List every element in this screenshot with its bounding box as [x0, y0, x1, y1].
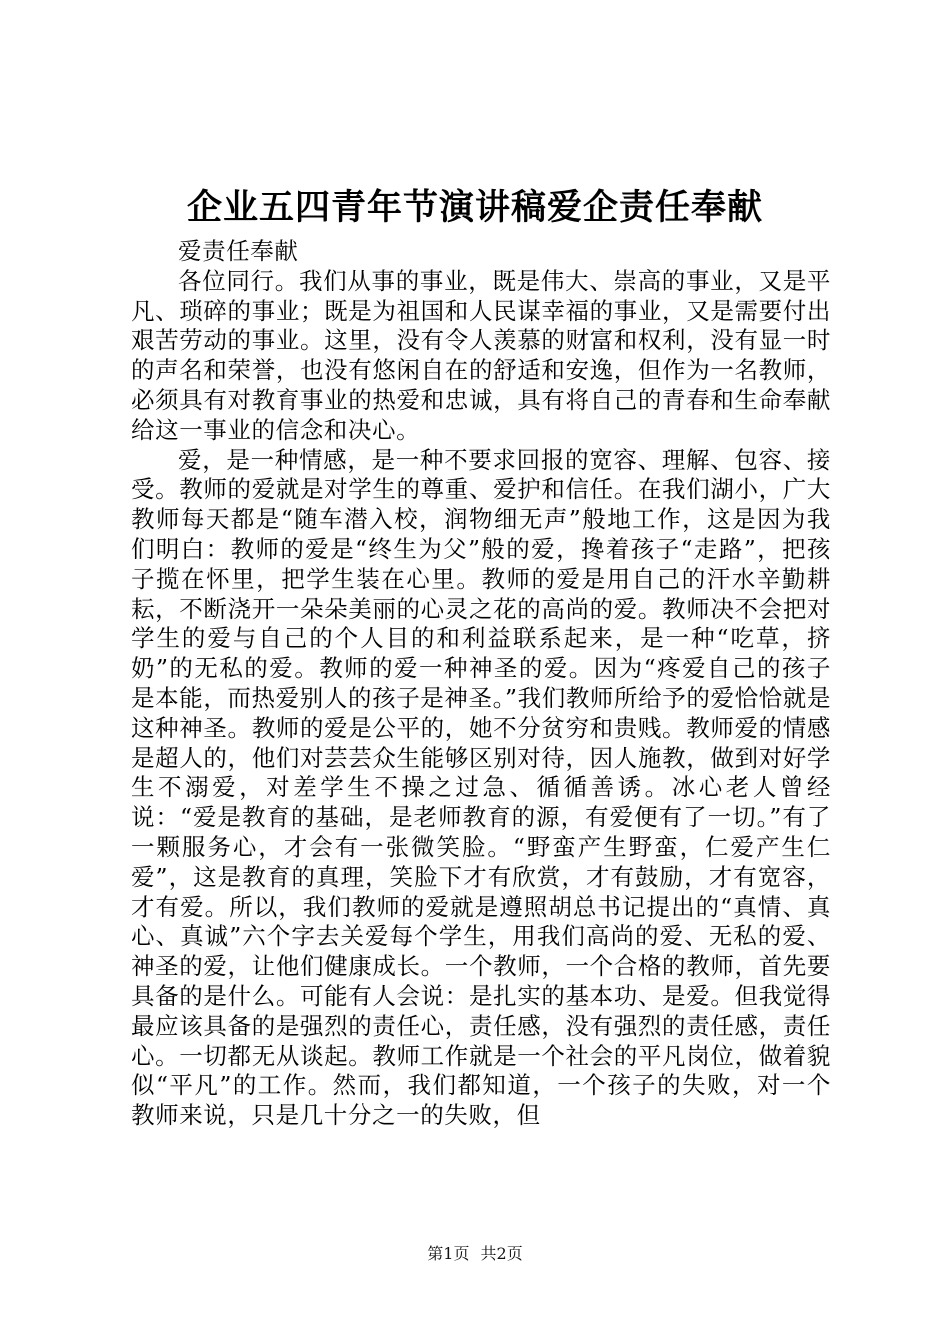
body-paragraph: 爱，是一种情感，是一种不要求回报的宽容、理解、包容、接受。教师的爱就是对学生的尊重、爱护和信任。在我们湖小，广大教师每天都是“随车潜入校，润物细无声”般地工作，这是因为我们明白：教师的爱是“终生为父”般的爱，搀着孩子“走路”，把孩子揽在怀里，把学生装在心里。教师的爱是用自己的汗水辛勤耕耘，不断浇开一朵朵美丽的心灵之花的高尚的爱。教师决不会把对学生的爱与自己的个人目的和利益联系起来，是一种“吃草，挤奶”的无私的爱。教师的爱一种神圣的爱。因为“疼爱自己的孩子是本能，而热爱别人的孩子是神圣。”我们教师所给予的爱恰恰就是这种神圣。教师的爱是公平的，她不分贫穷和贵贱。教师爱的情感是超人的，他们对芸芸众生能够区别对待，因人施教，做到对好学生不溺爱，对差学生不操之过急、循循善诱。冰心老人曾经说：“爱是教育的基础，是老师教育的源，有爱便有了一切。”有了一颗服务心，才会有一张微笑脸。“野蛮产生野蛮，仁爱产生仁爱”，这是教育的真理，笑脸下才有欣赏，才有鼓励，才有宽容，才有爱。所以，我们教师的爱就是遵照胡总书记提出的“真情、真心、真诚”六个字去关爱每个学生，用我们高尚的爱、无私的爱、神圣的爱，让他们健康成长。一个教师，一个合格的教师，首先要具备的是什么。可能有人会说：是扎实的基本功、是爱。但我觉得最应该具备的是强烈的责任心，责任感，没有强烈的责任感，责任心。一切都无从谈起。教师工作就是一个社会的平凡岗位，做着貌似“平凡”的工作。然而，我们都知道，一个孩子的失败，对一个教师来说，只是几十分之一的失败，但	[131, 445, 831, 1130]
page-title: 企业五四青年节演讲稿爱企责任奉献	[186, 187, 763, 228]
body-paragraph: 各位同行。我们从事的事业，既是伟大、崇高的事业，又是平凡、琐碎的事业；既是为祖国和人民谋幸福的事业，又是需要付出艰苦劳动的事业。这里，没有令人羡慕的财富和权利，没有显一时的声名和荣誉，也没有悠闲自在的舒适和安逸，但作为一名教师，必须具有对教育事业的热爱和忠诚，具有将自己的青春和生命奉献给这一事业的信念和决心。	[131, 266, 831, 444]
page-footer	[0, 1244, 950, 1264]
page-total: 共2页	[480, 1244, 523, 1263]
page-number: 第1页	[427, 1244, 470, 1263]
subtitle-paragraph: 爱责任奉献	[178, 237, 299, 265]
document-body	[131, 237, 831, 1131]
